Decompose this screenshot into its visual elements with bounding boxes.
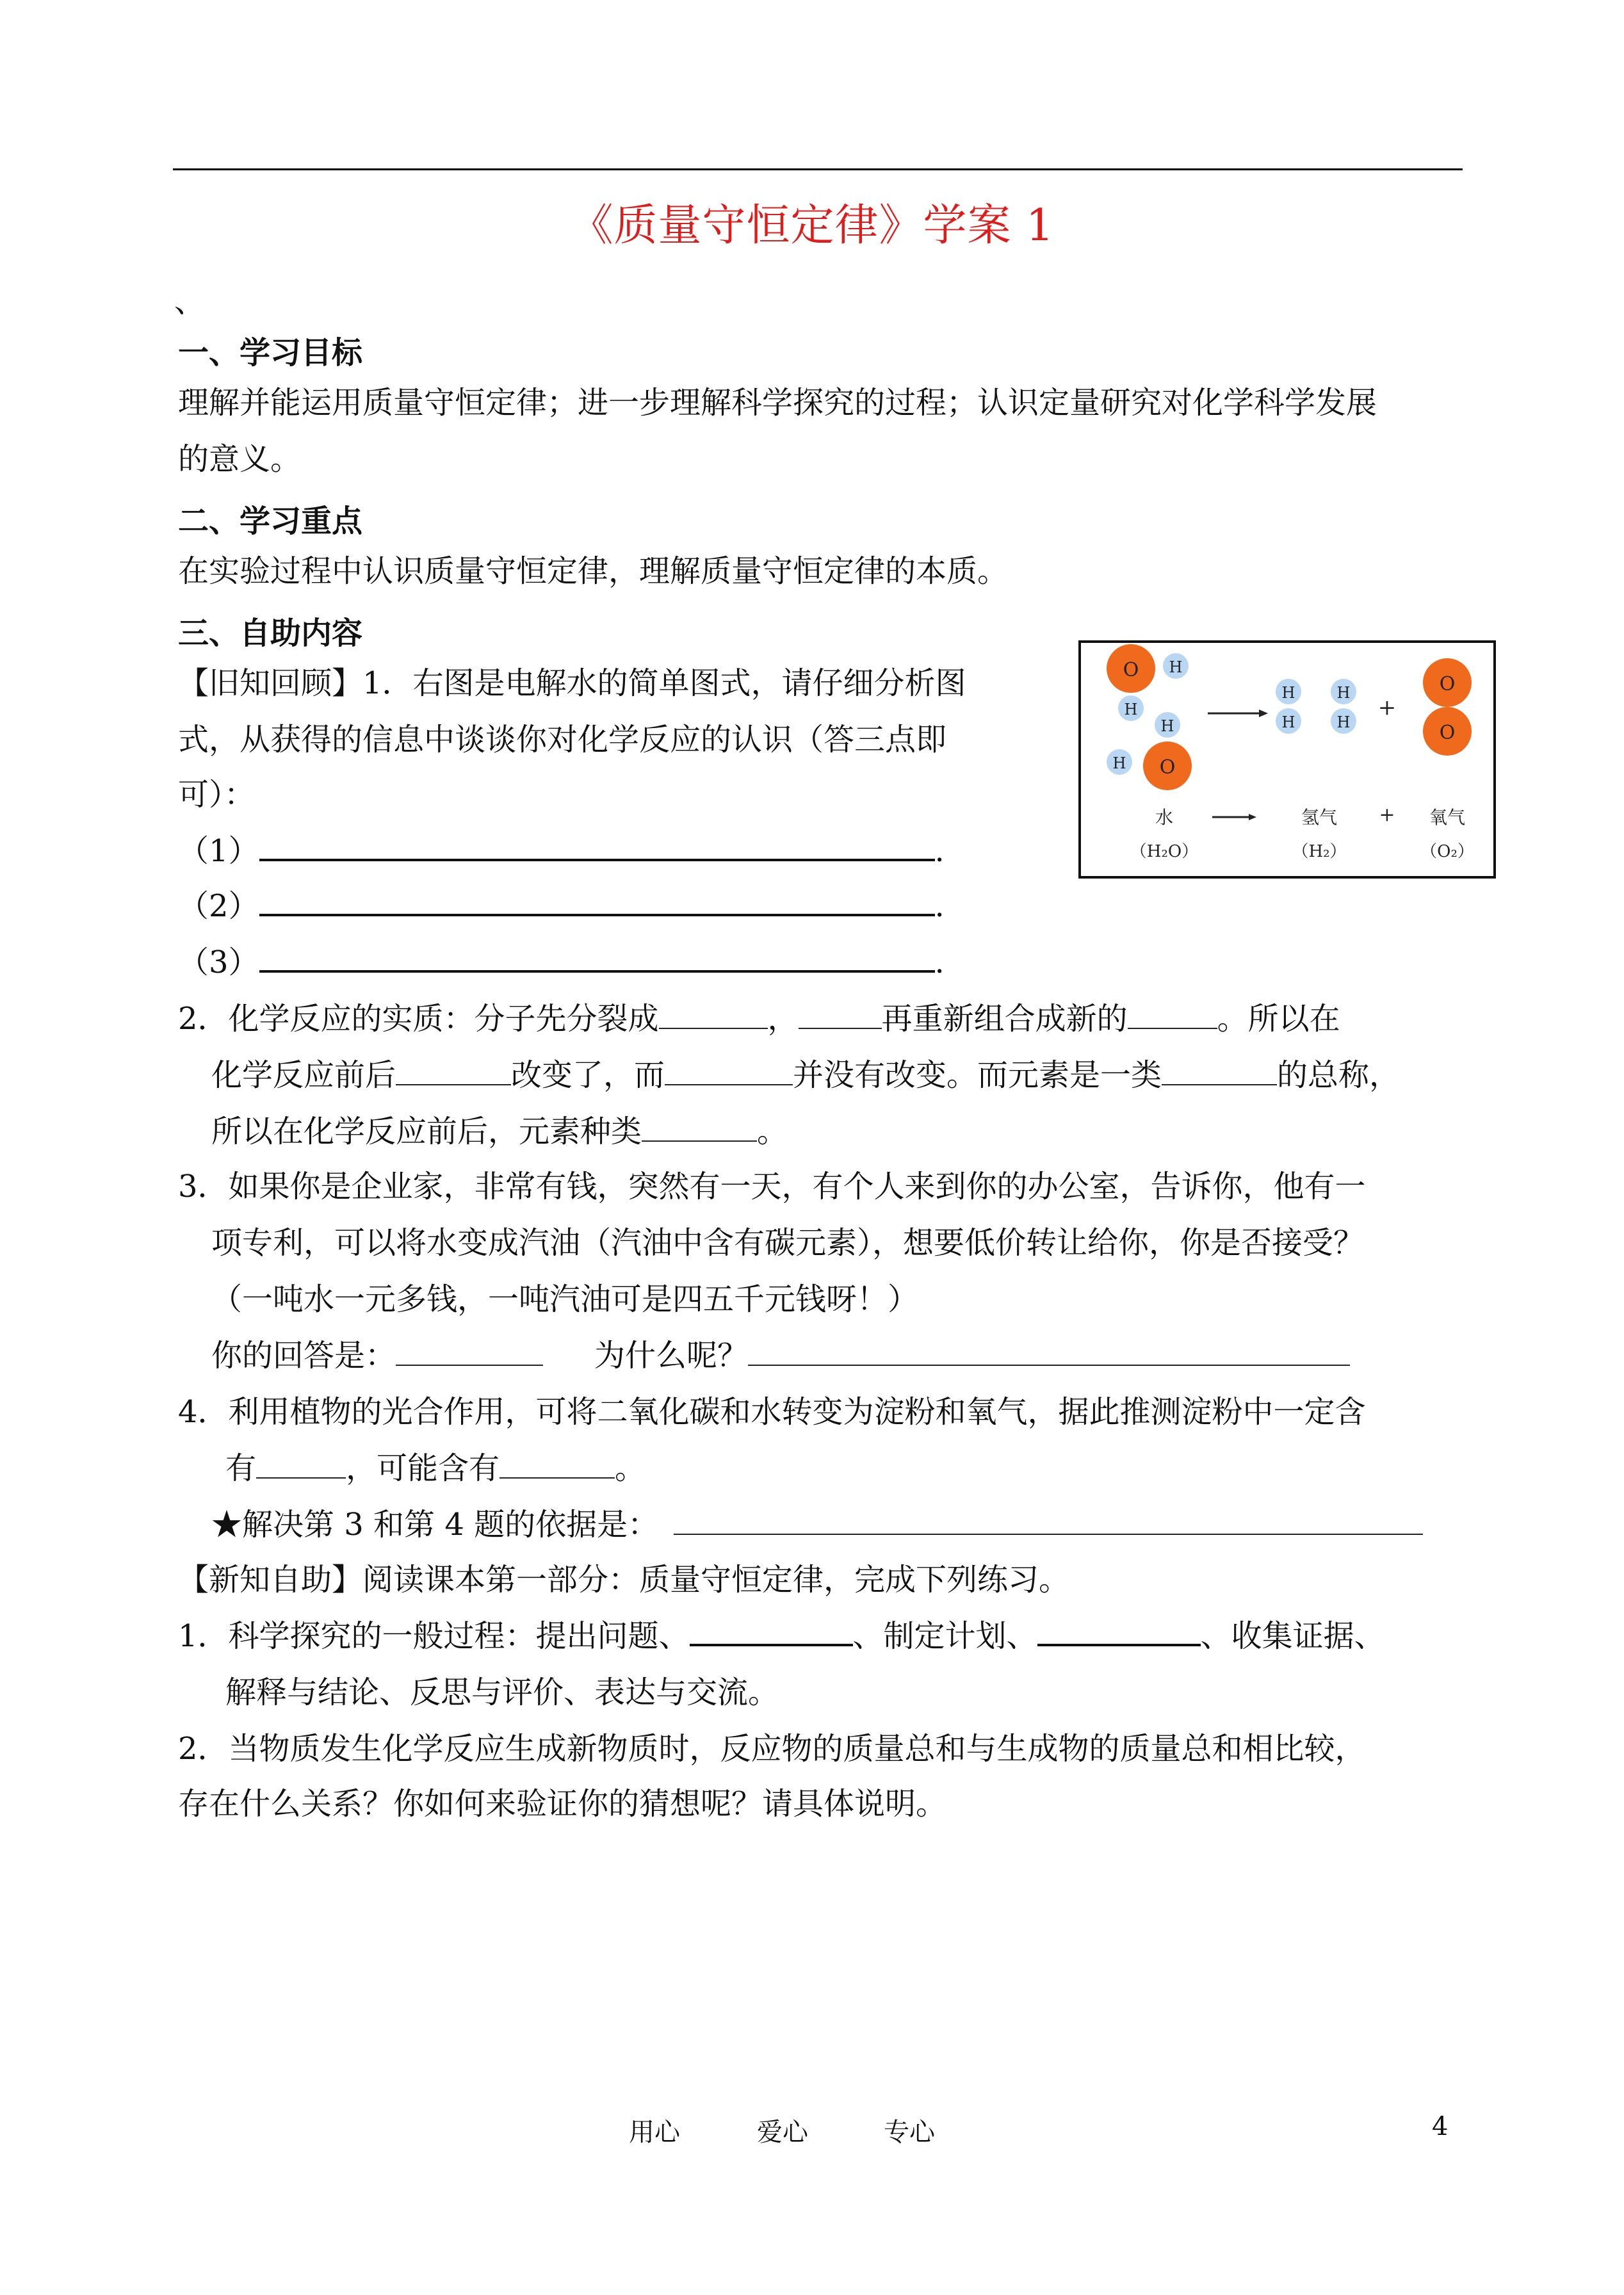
q3-why-blank[interactable] bbox=[748, 1339, 1350, 1366]
oxygen-atom-label: O bbox=[1439, 673, 1456, 695]
electrolysis-figure bbox=[1078, 640, 1496, 879]
q2-line-1 bbox=[178, 999, 1340, 1039]
q2-text: 改变了，而 bbox=[511, 1057, 665, 1093]
hydrogen-atom-label: H bbox=[1336, 684, 1351, 702]
hydrogen-atom-label: H bbox=[1281, 713, 1295, 731]
answer-label-3: （3） bbox=[178, 945, 259, 980]
q4-text: 。 bbox=[615, 1450, 646, 1486]
electrolysis-diagram bbox=[1081, 643, 1493, 876]
q2-text: 2．化学反应的实质：分子先分裂成 bbox=[178, 1001, 659, 1037]
q4-text: 有 bbox=[225, 1450, 257, 1486]
q2-text: 化学反应前后 bbox=[211, 1057, 396, 1093]
q2-text: 的总称， bbox=[1277, 1057, 1401, 1093]
newknow-q2-line-1: 2．当物质发生化学反应生成新物质时，反应物的质量总和与生成物的质量总和相比较， bbox=[178, 1731, 1366, 1767]
formula-water: （H₂O） bbox=[1130, 842, 1199, 861]
footer-word-3: 专心 bbox=[884, 2118, 935, 2147]
section-heading-self-study: 三、自助内容 bbox=[178, 615, 363, 651]
newknow-q1-line-1 bbox=[178, 1616, 1385, 1656]
footer-word-1: 用心 bbox=[629, 2118, 680, 2147]
answer-blank-2[interactable] bbox=[259, 888, 935, 916]
q2-text: 并没有改变。而元素是一类 bbox=[793, 1057, 1162, 1093]
goals-line-2: 的意义。 bbox=[178, 441, 302, 477]
q2-text: ， bbox=[767, 1001, 799, 1037]
arrow-head bbox=[1259, 710, 1268, 717]
q2-line-3 bbox=[211, 1112, 788, 1151]
q3-answer-line bbox=[211, 1336, 1350, 1375]
q3-line-3: （一吨水一元多钱，一吨汽油可是四五千元钱呀！） bbox=[211, 1281, 919, 1317]
label-water: 水 bbox=[1155, 807, 1174, 828]
key-points-line: 在实验过程中认识质量守恒定律，理解质量守恒定律的本质。 bbox=[178, 553, 1009, 589]
q2-text: 。 bbox=[757, 1114, 788, 1149]
hydrogen-atom-label: H bbox=[1124, 701, 1138, 718]
newknow-text: 1．科学探究的一般过程：提出问题、 bbox=[178, 1618, 690, 1654]
q2-blank-2[interactable] bbox=[799, 1002, 882, 1029]
end-dot: . bbox=[934, 833, 945, 869]
q4-basis-line bbox=[211, 1505, 1423, 1545]
end-dot: . bbox=[934, 945, 945, 980]
goals-line-1: 理解并能运用质量守恒定律；进一步理解科学探究的过程；认识定量研究对化学科学发展 bbox=[178, 385, 1377, 421]
q4-text: ，可能含有 bbox=[346, 1450, 500, 1486]
newknow-q2-line-2: 存在什么关系？你如何来验证你的猜想呢？请具体说明。 bbox=[178, 1786, 947, 1822]
q2-blank-4[interactable] bbox=[396, 1058, 511, 1085]
hydrogen-atom-label: H bbox=[1112, 754, 1126, 772]
page-title: 《质量守恒定律》学案 1 bbox=[569, 200, 1055, 251]
q3-why-label: 为什么呢？ bbox=[594, 1338, 749, 1374]
oxygen-atom-label: O bbox=[1123, 659, 1139, 681]
review-line-3: 可）： bbox=[178, 777, 256, 813]
page-number: 4 bbox=[1432, 2112, 1449, 2141]
hydrogen-atom-label: H bbox=[1281, 684, 1295, 702]
section-heading-goals: 一、学习目标 bbox=[178, 335, 363, 371]
answer-line-2 bbox=[178, 886, 945, 926]
oxygen-atom-label: O bbox=[1159, 756, 1176, 779]
answer-blank-1[interactable] bbox=[259, 833, 935, 861]
header-rule bbox=[173, 168, 1463, 170]
q3-line-2: 项专利，可以将水变成汽油（汽油中含有碳元素），想要低价转让给你，你是否接受？ bbox=[211, 1225, 1365, 1261]
footer-word-2: 爱心 bbox=[757, 2118, 808, 2147]
label-arrow-head bbox=[1249, 814, 1256, 820]
newknow-blank-1[interactable] bbox=[690, 1618, 853, 1646]
q4-line-2 bbox=[225, 1448, 646, 1488]
answer-blank-3[interactable] bbox=[259, 945, 935, 973]
q4-basis-blank[interactable] bbox=[674, 1508, 1423, 1535]
q2-line-2 bbox=[211, 1055, 1400, 1095]
q2-blank-5[interactable] bbox=[665, 1058, 793, 1085]
q4-blank-2[interactable] bbox=[499, 1452, 615, 1479]
q3-answer-blank[interactable] bbox=[396, 1339, 543, 1366]
answer-line-3 bbox=[178, 943, 945, 982]
section-heading-key-points: 二、学习重点 bbox=[178, 503, 363, 539]
q2-text: 。所以在 bbox=[1217, 1001, 1340, 1037]
plus-sign: + bbox=[1377, 695, 1397, 720]
answer-label-2: （2） bbox=[178, 888, 259, 924]
label-oxygen: 氧气 bbox=[1429, 807, 1466, 828]
hydrogen-atom-label: H bbox=[1160, 717, 1174, 735]
newknow-text: 、制定计划、 bbox=[852, 1618, 1037, 1654]
answer-label-1: （1） bbox=[178, 833, 259, 869]
q2-blank-1[interactable] bbox=[659, 1002, 768, 1029]
end-dot: . bbox=[934, 888, 945, 924]
answer-line-1 bbox=[178, 831, 945, 871]
q4-line-1: 4．利用植物的光合作用，可将二氧化碳和水转变为淀粉和氧气，据此推测淀粉中一定含 bbox=[178, 1394, 1366, 1430]
q4-blank-1[interactable] bbox=[256, 1452, 346, 1479]
formula-hydrogen: （H₂） bbox=[1292, 842, 1347, 861]
q3-answer-label: 你的回答是： bbox=[211, 1338, 396, 1374]
hydrogen-atom-label: H bbox=[1169, 658, 1183, 676]
q4-basis-label: ★解决第 3 和第 4 题的依据是： bbox=[211, 1507, 659, 1543]
hydrogen-atom-label: H bbox=[1336, 713, 1351, 731]
newknow-blank-2[interactable] bbox=[1037, 1618, 1201, 1646]
review-line-2: 式，从获得的信息中谈谈你对化学反应的认识（答三点即 bbox=[178, 722, 947, 758]
stray-mark: 、 bbox=[174, 284, 206, 320]
newknow-text: 、收集证据、 bbox=[1200, 1618, 1385, 1654]
newknow-line-1: 【新知自助】阅读课本第一部分：质量守恒定律，完成下列练习。 bbox=[178, 1562, 1070, 1598]
newknow-q1-line-2: 解释与结论、反思与评价、表达与交流。 bbox=[225, 1675, 779, 1710]
oxygen-atom-label: O bbox=[1439, 722, 1456, 744]
q2-blank-6[interactable] bbox=[1162, 1058, 1277, 1085]
review-line-1: 【旧知回顾】1．右图是电解水的简单图式，请仔细分析图 bbox=[178, 665, 966, 701]
plus-sign: + bbox=[1379, 804, 1395, 826]
label-hydrogen: 氢气 bbox=[1301, 807, 1338, 828]
q2-blank-3[interactable] bbox=[1128, 1002, 1217, 1029]
q3-line-1: 3．如果你是企业家，非常有钱，突然有一天，有个人来到你的办公室，告诉你，他有一 bbox=[178, 1169, 1366, 1204]
q2-blank-7[interactable] bbox=[642, 1115, 757, 1142]
q2-text: 所以在化学反应前后，元素种类 bbox=[211, 1114, 642, 1149]
q2-text: 再重新组合成新的 bbox=[881, 1001, 1128, 1037]
formula-oxygen: （O₂） bbox=[1420, 842, 1474, 861]
